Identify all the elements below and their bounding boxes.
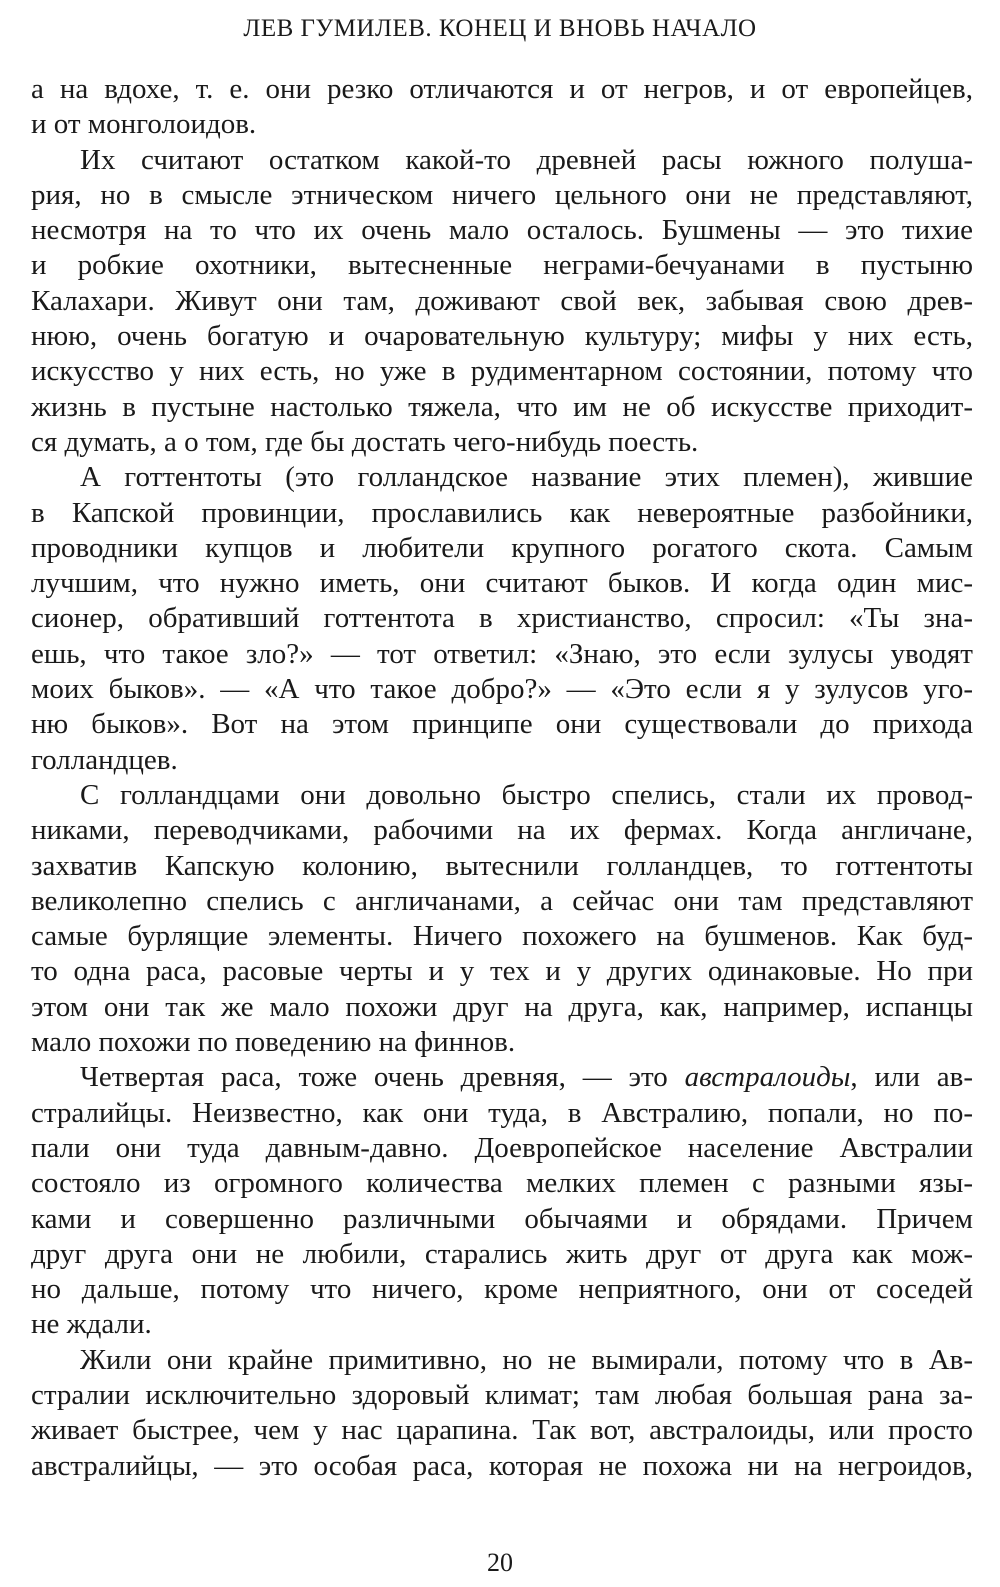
text-line: мало похожи по поведению на финнов. [31,1026,516,1059]
text-line [31,1060,973,1095]
text-line: австралийцы, — это особая раса, которая не похожа ни на негроидов, [31,1449,973,1482]
text-line: сионер, обративший готтентота в христианство, спросил: «Ты зна- [31,602,973,635]
text-line: С голландцами они довольно быстро спелись, стали их провод- [80,778,973,811]
text-line: стралии исключительно здоровый климат; там любая большая рана за- [31,1378,973,1411]
text-line: ками и совершенно различными обычаями и обрядами. Причем [31,1202,973,1235]
text-line: самые бурлящие элементы. Ничего похожего на бушменов. Как буд- [31,920,973,953]
text-line: Их считают остатком какой-то древней расы южного полуша- [80,143,973,176]
text-line: нюю, очень богатую и очаровательную культуру; мифы у них есть, [31,320,973,353]
italic-term: австралоиды [684,1061,851,1094]
page-number: 20 [487,1548,513,1577]
text-line: этом они так же мало похожи друг на друга, как, например, испанцы [31,990,973,1023]
text-line: и от монголоидов. [31,108,257,141]
text-run: Четвертая раса, тоже очень древняя, — это [80,1061,685,1094]
text-line: но дальше, потому что ничего, кроме неприятного, они от соседей [31,1273,973,1306]
running-head: ЛЕВ ГУМИЛЕВ. КОНЕЦ И ВНОВЬ НАЧАЛО [243,15,757,42]
text-line: проводники купцов и любители крупного рогатого скота. Самым [31,531,973,564]
text-line: живает быстрее, чем у нас царапина. Так вот, австралоиды, или просто [31,1414,973,1447]
text-line: голландцев. [31,743,178,776]
text-line: ся думать, а о том, где бы достать чего-нибудь поесть. [31,425,699,458]
text-line: не ждали. [31,1308,152,1341]
text-line: ешь, что такое зло?» — тот ответил: «Знаю, это если зулусы уводят [31,637,973,670]
text-line: пали они туда давным-давно. Доевропейское население Австралии [31,1131,973,1164]
text-line: жизнь в пустыне настолько тяжела, что им не об искусстве приходит- [31,390,973,423]
paragraph [31,1343,973,1484]
paragraph [31,778,973,1060]
paragraph [31,143,973,461]
text-line: а на вдохе, т. е. они резко отличаются и от негров, и от европейцев, [31,73,973,105]
text-line: друг друга они не любили, старались жить друг от друга как мож- [31,1237,973,1270]
text-line: захватив Капскую колонию, вытеснили голландцев, то готтентоты [31,849,973,882]
text-line: рия, но в смысле этническом ничего цельного они не представляют, [31,178,973,211]
text-line: состояло из огромного количества мелких племен с разными язы- [31,1167,973,1200]
paragraph [31,1060,973,1342]
paragraph [31,460,973,778]
text-line: великолепно спелись с англичанами, а сейчас они там представляют [31,884,973,917]
text-line: искусство у них есть, но уже в рудиментарном состоянии, потому что [31,355,973,388]
text-line: Калахари. Живут они там, доживают свой век, забывая свою древ- [31,284,973,317]
paragraph [31,72,973,143]
page-body [31,72,973,1484]
text-line: лучшим, что нужно иметь, они считают быков. И когда один мис- [31,567,973,600]
text-line: ню быков». Вот на этом принципе они существовали до прихода [31,708,973,741]
text-line: А готтентоты (это голландское название этих племен), жившие [80,461,973,494]
text-line: в Капской провинции, прославились как невероятные разбойники, [31,496,973,529]
text-line: никами, переводчиками, рабочими на их фермах. Когда англичане, [31,814,973,847]
text-line: и робкие охотники, вытесненные неграми-бечуанами в пустыню [31,249,973,282]
text-line: Жили они крайне примитивно, но не вымирали, потому что в Ав- [80,1343,973,1376]
text-line: моих быков». — «А что такое добро?» — «Это если я у зулусов уго- [31,673,973,706]
text-line: стралийцы. Неизвестно, как они туда, в Австралию, попали, но по- [31,1096,973,1129]
text-run: , или ав- [850,1061,973,1094]
text-line: несмотря на то что их очень мало осталось. Бушмены — это тихие [31,214,973,247]
text-line: то одна раса, расовые черты и у тех и у других одинаковые. Но при [31,955,973,988]
